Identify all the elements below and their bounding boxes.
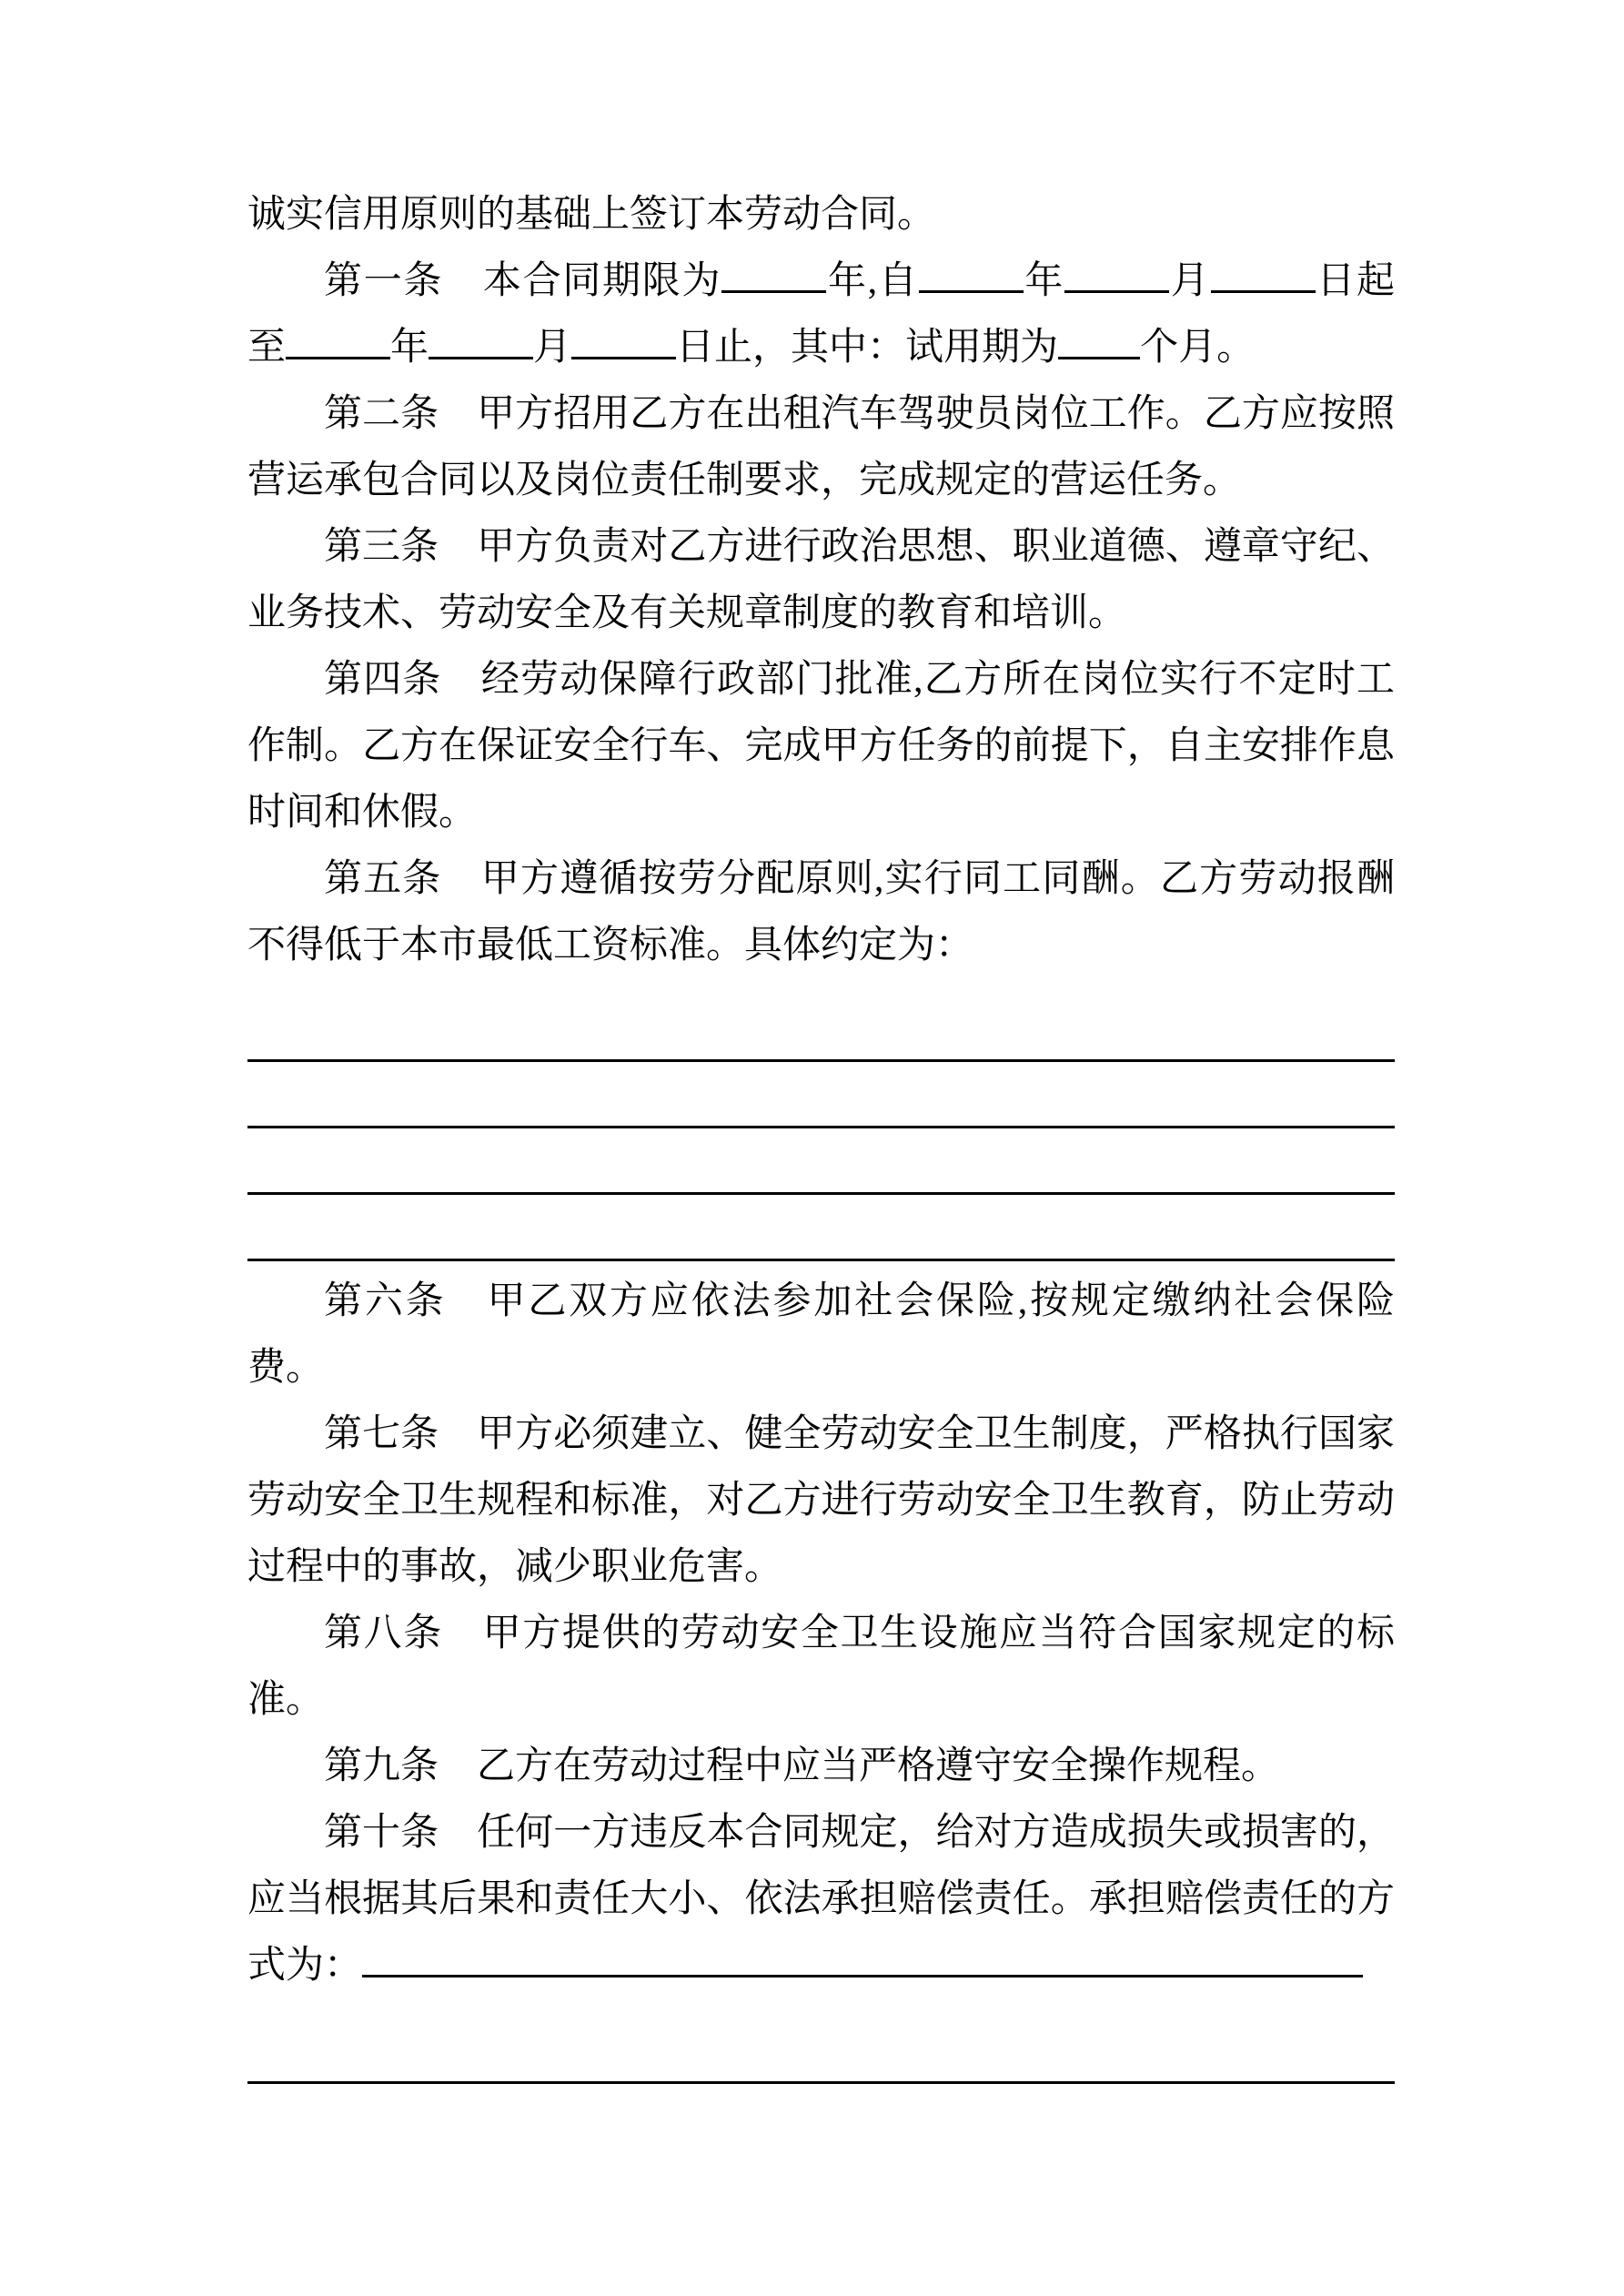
clause-8-safety-facilities: [247, 1601, 1395, 1734]
blank-end-month: [429, 352, 533, 359]
text-run: 第四条 经劳动保障行政部门批准,乙方所在岗位实行不定时工作制。乙方在保证安全行车、完成甲方任务的前提下，自主安排作息时间和休假。: [247, 659, 1395, 834]
salary-detail-line-group: [247, 996, 1395, 1261]
salary-detail-line: [247, 996, 1395, 1062]
text-run: 第一条 本合同期限为: [324, 260, 722, 302]
text-run: 第八条 甲方提供的劳动安全卫生设施应当符合国家规定的标准。: [247, 1613, 1395, 1721]
clause-3-education-training: [247, 514, 1395, 647]
clause-1-contract-term: [247, 248, 1395, 381]
text-run: 年: [1023, 260, 1065, 302]
salary-detail-line: [247, 1128, 1395, 1195]
text-run: 日止，其中：试用期为: [676, 327, 1059, 369]
text-run: 第二条 甲方招用乙方在出租汽车驾驶员岗位工作。乙方应按照营运承包合同以及岗位责任制要求，完成规定的营运任务。: [247, 393, 1395, 501]
text-run: 年,自: [826, 260, 919, 302]
clause-5-remuneration: [247, 846, 1395, 979]
text-run: 诚实信用原则的基础上签订本劳动合同。: [247, 194, 936, 236]
text-run: 第十条 任何一方违反本合同规定，给对方造成损失或损害的，应当根据其后果和责任大小、依法承担赔偿责任。承担赔偿责任的方式为：: [247, 1812, 1395, 1987]
text-run: 年: [390, 327, 429, 369]
text-run: 日起至: [247, 260, 1395, 369]
text-run: 个月。: [1140, 327, 1256, 369]
clause-9-safety-rules: [247, 1734, 1395, 1800]
clause-2-job-position: [247, 381, 1395, 514]
salary-detail-line: [247, 1195, 1395, 1261]
salary-detail-line: [247, 1062, 1395, 1128]
clause-7-safety-system: [247, 1401, 1395, 1601]
compensation-method-line-group: [247, 2018, 1395, 2084]
text-run: 第五条 甲方遵循按劳分配原则,实行同工同酬。乙方劳动报酬不得低于本市最低工资标准。具体约定为：: [247, 858, 1395, 966]
blank-end-year: [286, 352, 390, 359]
clause-6-social-insurance: [247, 1269, 1395, 1401]
blank-start-year: [919, 286, 1024, 293]
blank-end-day: [571, 352, 676, 359]
blank-term-years: [721, 286, 826, 293]
text-run: 月: [1169, 260, 1211, 302]
blank-start-day: [1211, 286, 1316, 293]
text-run: 月: [533, 327, 572, 369]
text-run: 第六条 甲乙双方应依法参加社会保险,按规定缴纳社会保险费。: [247, 1280, 1395, 1389]
document-body: [247, 182, 1395, 2084]
blank-probation-months: [1058, 352, 1140, 359]
text-run: 第九条 乙方在劳动过程中应当严格遵守安全操作规程。: [324, 1745, 1280, 1787]
text-run: 第三条 甲方负责对乙方进行政治思想、职业道德、遵章守纪、业务技术、劳动安全及有关规章制度的教育和培训。: [247, 526, 1395, 634]
compensation-method-line: [247, 2018, 1395, 2084]
blank-start-month: [1064, 286, 1169, 293]
blank-compensation-method: [362, 1970, 1363, 1977]
clause-4-working-hours: [247, 647, 1395, 846]
paragraph-continuation: [247, 182, 1395, 248]
clause-10-liability: [247, 1800, 1395, 1999]
text-run: 第七条 甲方必须建立、健全劳动安全卫生制度，严格执行国家劳动安全卫生规程和标准，对乙方进行劳动安全卫生教育，防止劳动过程中的事故，减少职业危害。: [247, 1413, 1395, 1588]
